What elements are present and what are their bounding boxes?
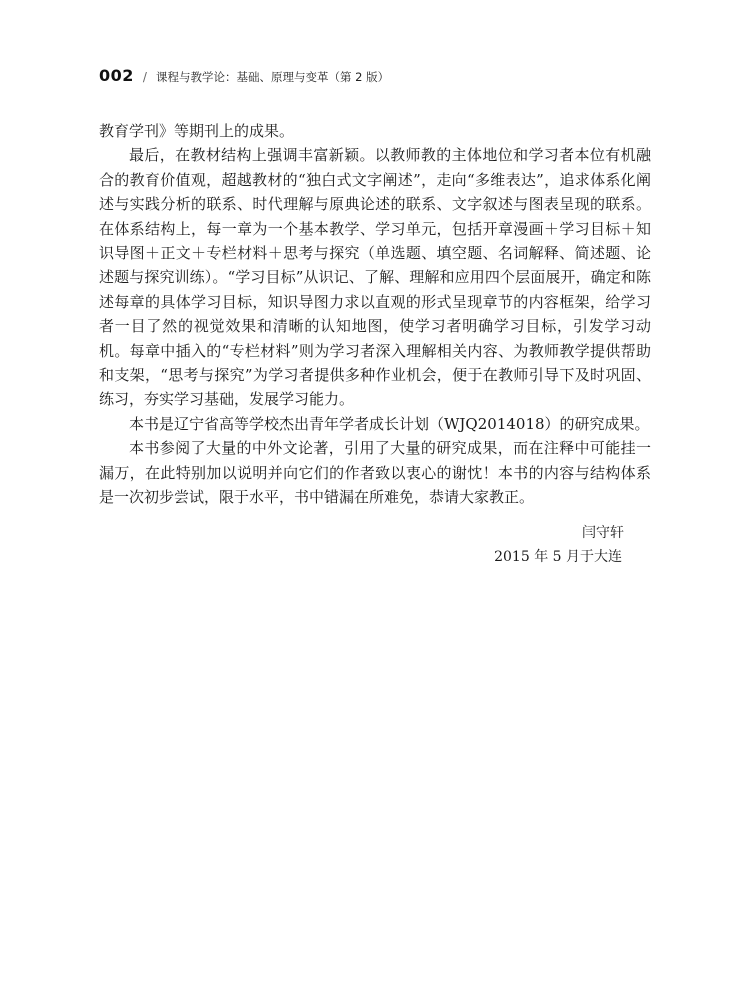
book-title: 课程与教学论：基础、原理与变革（第 2 版） <box>155 70 390 84</box>
paragraph-acknowledgement: 本书参阅了大量的中外文论著，引用了大量的研究成果，而在注释中可能挂一漏万，在此特别加以说明并向它们的作者致以衷心的谢忱！本书的内容与结构体系是一次初步尝试，限于水平，书中错漏在所难免，恭请大家教正。 <box>99 439 651 507</box>
running-header <box>99 66 389 88</box>
signature-author: 闫守轩 <box>582 525 624 541</box>
body-text <box>99 119 651 510</box>
page-number: 002 <box>99 66 134 85</box>
header-separator: / <box>142 70 147 84</box>
paragraph-continued: 教育学刊》等期刊上的成果。 <box>99 122 295 140</box>
paragraph-funding: 本书是辽宁省高等学校杰出青年学者成长计划（WJQ2014018）的研究成果。 <box>129 414 650 433</box>
paragraph-textbook-structure: 最后，在教材结构上强调丰富新颖。以教师教的主体地位和学习者本位有机融合的教育价值观，超越教材的“独白式文字阐述”，走向“多维表达”，追求体系化阐述与实践分析的联系、时代理解与原典论述的联系、文字叙述与图表呈现的联系。在体系结构上，每一章为一个基本教学、学习单元，包括开章漫画＋学习目标＋知识导图＋正文＋专栏材料＋思考与探究（单选题、填空题、名词解释、简述题、论述题与探究训练）。“学习目标”从识记、了解、理解和应用四个层面展开，确定和陈述每章的具体学习目标，知识导图力求以直观的形式呈现章节的内容框架，给学习者一目了然的视觉效果和清晰的认知地图，使学习者明确学习目标，引发学习动机。每章中插入的“专栏材料”则为学习者深入理解相关内容、为教师教学提供帮助和支架，“思考与探究”为学习者提供多种作业机会，便于在教师引导下及时巩固、练习，夯实学习基础，发展学习能力。 <box>99 146 651 409</box>
signature-date: 2015 年 5 月于大连 <box>494 549 622 565</box>
